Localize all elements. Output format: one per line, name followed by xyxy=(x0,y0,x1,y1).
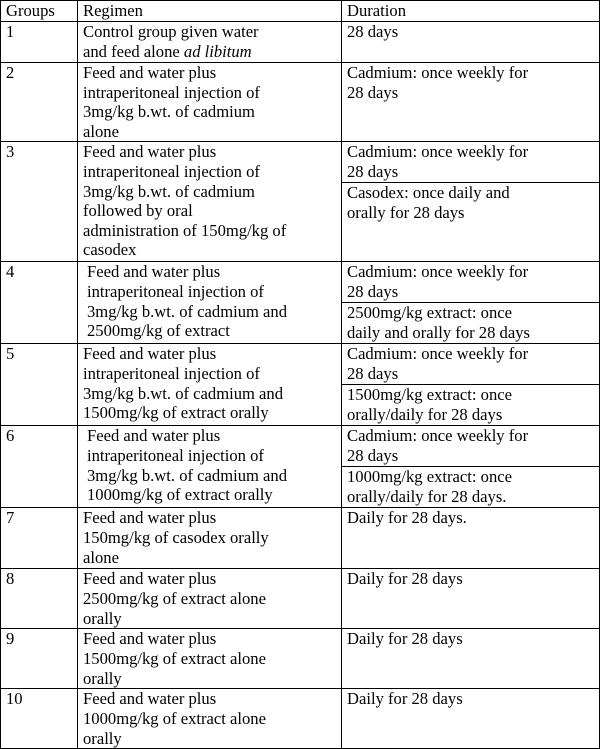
group-cell: 2 xyxy=(1,63,78,142)
table-row xyxy=(1,629,600,689)
duration-cell: Cadmium: once weekly for 28 days xyxy=(342,344,600,385)
regimen-text: Control group given water and feed alone xyxy=(83,22,259,61)
group-cell: 10 xyxy=(1,689,78,749)
regimen-cell: Feed and water plus intraperitoneal injection of 3mg/kg b.wt. of cadmium and 1000mg/kg of extract orally xyxy=(78,426,342,508)
group-cell: 4 xyxy=(1,262,78,344)
duration-cell: 28 days xyxy=(342,22,600,63)
regimen-cell: Feed and water plus 1500mg/kg of extract alone orally xyxy=(78,629,342,689)
table-header-row xyxy=(1,1,600,22)
regimen-cell: Feed and water plus 150mg/kg of casodex orally alone xyxy=(78,508,342,569)
duration-cell: 1500mg/kg extract: once orally/daily for 28 days xyxy=(342,385,600,426)
duration-cell: Cadmium: once weekly for 28 days xyxy=(342,426,600,467)
regimen-cell: Feed and water plus intraperitoneal injection of 3mg/kg b.wt. of cadmium and 1500mg/kg of extract orally xyxy=(78,344,342,426)
duration-cell: Cadmium: once weekly for 28 days xyxy=(342,262,600,303)
table-row xyxy=(1,262,600,303)
table-row xyxy=(1,689,600,749)
group-cell: 6 xyxy=(1,426,78,508)
duration-cell: Cadmium: once weekly for 28 days xyxy=(342,63,600,142)
duration-cell: Daily for 28 days xyxy=(342,569,600,629)
header-regimen: Regimen xyxy=(78,1,342,22)
header-duration: Duration xyxy=(342,1,600,22)
group-cell: 7 xyxy=(1,508,78,569)
group-cell: 8 xyxy=(1,569,78,629)
duration-cell: Casodex: once daily and orally for 28 days xyxy=(342,183,600,262)
regimen-cell: Feed and water plus 2500mg/kg of extract alone orally xyxy=(78,569,342,629)
group-cell: 1 xyxy=(1,22,78,63)
table-row xyxy=(1,142,600,183)
table-row xyxy=(1,22,600,63)
duration-cell: Daily for 28 days. xyxy=(342,508,600,569)
table-row xyxy=(1,508,600,569)
duration-cell: Cadmium: once weekly for 28 days xyxy=(342,142,600,183)
table-row xyxy=(1,63,600,142)
table-row xyxy=(1,344,600,385)
header-groups: Groups xyxy=(1,1,78,22)
duration-cell: Daily for 28 days xyxy=(342,629,600,689)
regimen-cell: Feed and water plus intraperitoneal injection of 3mg/kg b.wt. of cadmium and 2500mg/kg of extract xyxy=(78,262,342,344)
group-cell: 9 xyxy=(1,629,78,689)
regimen-cell: Feed and water plus intraperitoneal injection of 3mg/kg b.wt. of cadmium followed by oral administration of 150mg/kg of casodex xyxy=(78,142,342,262)
table-row xyxy=(1,569,600,629)
regimen-cell: Feed and water plus 1000mg/kg of extract alone orally xyxy=(78,689,342,749)
regimen-cell: Feed and water plus intraperitoneal injection of 3mg/kg b.wt. of cadmium alone xyxy=(78,63,342,142)
duration-cell: 2500mg/kg extract: once daily and orally for 28 days xyxy=(342,303,600,344)
regimen-italic-text: ad libitum xyxy=(183,41,252,61)
regimen-cell xyxy=(78,22,342,63)
duration-cell: 1000mg/kg extract: once orally/daily for 28 days. xyxy=(342,467,600,508)
table-row xyxy=(1,426,600,467)
duration-cell: Daily for 28 days xyxy=(342,689,600,749)
group-cell: 3 xyxy=(1,142,78,262)
group-cell: 5 xyxy=(1,344,78,426)
